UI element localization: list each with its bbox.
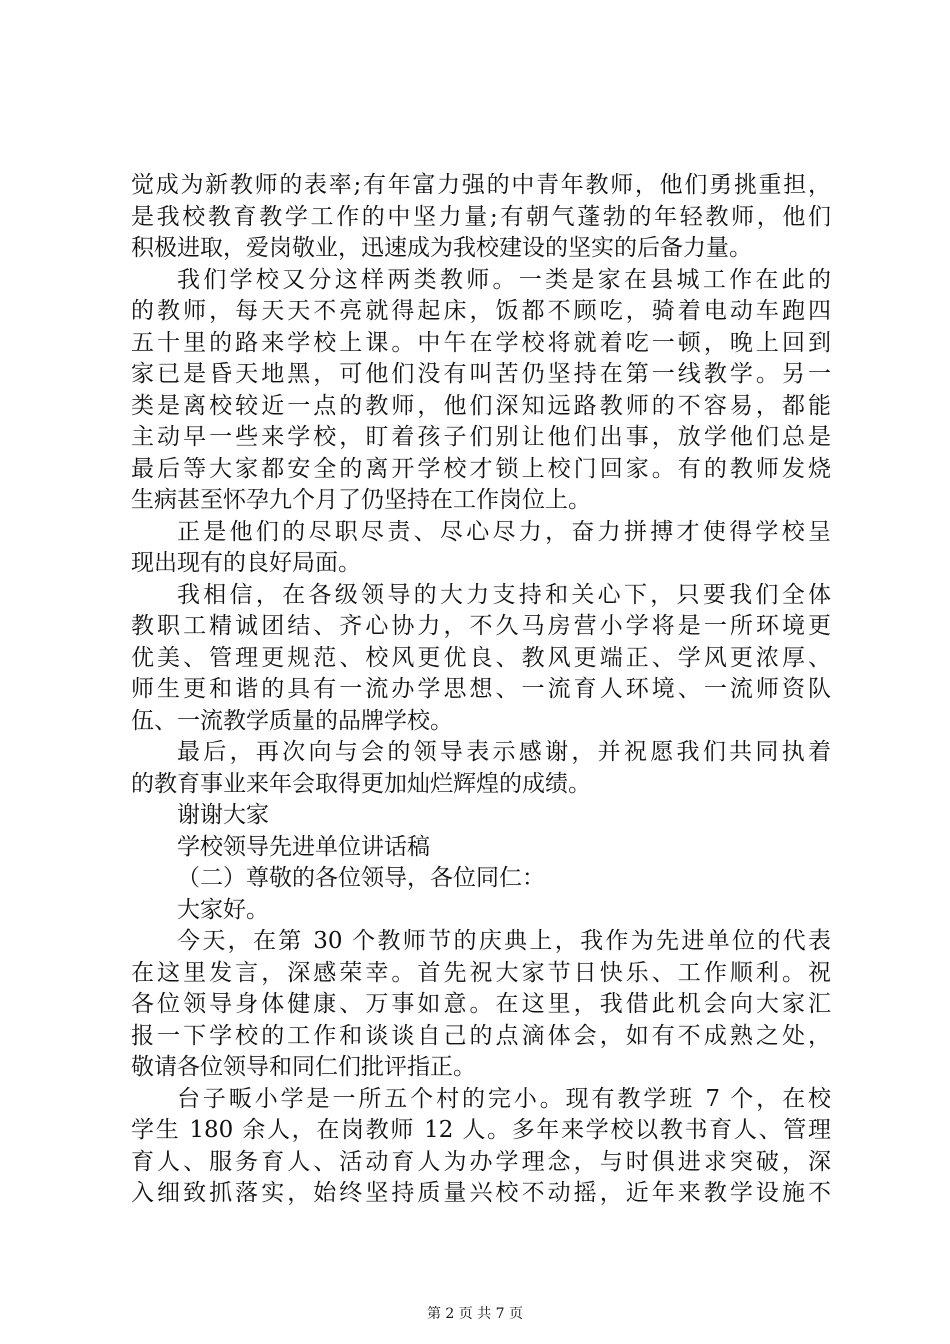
- text-line: 学校领导先进单位讲话稿: [177, 833, 430, 860]
- text-line: 报一下学校的工作和谈谈自己的点滴体会，如有不成熟之处，: [131, 1022, 831, 1049]
- text-line: 伍、一流教学质量的品牌学校。: [131, 707, 453, 734]
- text-line: 今天，在第 30 个教师节的庆典上，我作为先进单位的代表: [177, 928, 831, 954]
- text-line: 的教师，每天天不亮就得起床，饭都不顾吃，骑着电动车跑四: [131, 298, 831, 324]
- text-line: 生病甚至怀孕九个月了仍坚持在工作岗位上。: [131, 487, 591, 513]
- text-line: 谢谢大家: [177, 802, 269, 828]
- text-line: 觉成为新教师的表率;有年富力强的中青年教师，他们勇挑重担，: [131, 172, 831, 198]
- text-line: 学生 180 余人，在岗教师 12 人。多年来学校以教书育人、管理: [131, 1117, 831, 1143]
- text-line: 最后，再次向与会的领导表示感谢，并祝愿我们共同执着: [177, 739, 831, 765]
- document-body: [131, 170, 831, 1210]
- text-line: 正是他们的尽职尽责、尽心尽力，奋力拼搏才使得学校呈: [177, 518, 831, 545]
- text-line: 主动早一些来学校，盯着孩子们别让他们出事，放学他们总是: [131, 424, 831, 450]
- text-line: 五十里的路来学校上课。中午在学校将就着吃一顿，晚上回到: [131, 329, 831, 356]
- text-line: 教职工精诚团结、齐心协力，不久马房营小学将是一所环境更: [131, 613, 831, 639]
- text-line: 育人、服务育人、活动育人为办学理念，与时俱进求突破，深: [131, 1148, 831, 1175]
- text-line: 最后等大家都安全的离开学校才锁上校门回家。有的教师发烧: [131, 455, 831, 482]
- text-line: （二）尊敬的各位领导，各位同仁：: [177, 865, 545, 891]
- page-footer: 第 2 页 共 7 页: [426, 1306, 524, 1322]
- text-line: 我相信，在各级领导的大力支持和关心下，只要我们全体: [177, 581, 831, 608]
- text-line: 敬请各位领导和同仁们批评指正。: [131, 1054, 476, 1080]
- text-line: 优美、管理更规范、校风更优良、教风更端正、学风更浓厚、: [131, 644, 831, 671]
- text-line: 是我校教育教学工作的中坚力量;有朝气蓬勃的年轻教师，他们: [131, 203, 831, 230]
- text-line: 台子畈小学是一所五个村的完小。现有教学班 7 个，在校: [177, 1085, 831, 1112]
- text-line: 家已是昏天地黑，可他们没有叫苦仍坚持在第一线教学。另一: [131, 361, 831, 387]
- text-line: 在这里发言，深感荣幸。首先祝大家节日快乐、工作顺利。祝: [131, 959, 831, 986]
- text-line: 各位领导身体健康、万事如意。在这里，我借此机会向大家汇: [131, 991, 831, 1017]
- text-line: 类是离校较近一点的教师，他们深知远路教师的不容易，都能: [131, 392, 831, 419]
- text-line: 积极进取，爱岗敬业，迅速成为我校建设的坚实的后备力量。: [131, 235, 752, 261]
- text-line: 现出现有的良好局面。: [131, 550, 361, 576]
- text-line: 我们学校又分这样两类教师。一类是家在县城工作在此的: [177, 266, 831, 293]
- text-line: 师生更和谐的具有一流办学思想、一流育人环境、一流师资队: [131, 676, 831, 702]
- text-line: 大家好。: [177, 896, 269, 923]
- text-line: 的教育事业来年会取得更加灿烂辉煌的成绩。: [131, 770, 591, 797]
- text-line: 入细致抓落实，始终坚持质量兴校不动摇，近年来教学设施不: [131, 1180, 831, 1206]
